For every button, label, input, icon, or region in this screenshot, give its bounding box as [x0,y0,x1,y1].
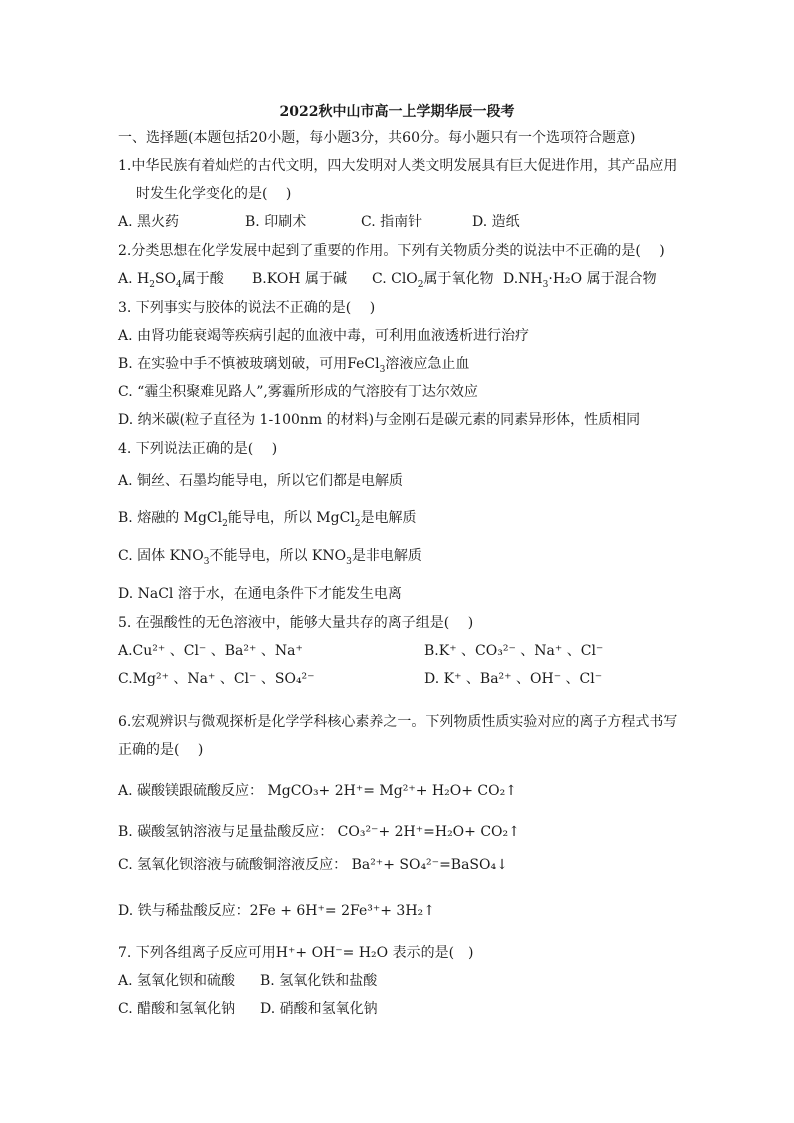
question-6-stem: 6.宏观辨识与微观探析是化学学科核心素养之一。下列物质性质实验对应的离子方程式书写 [118,714,678,730]
question-4-option-c: C. 固体 $KNO_3$不能导电，所以 $KNO_3$是非电解质 [118,548,422,567]
option-b: B.KOH 属于碱 [252,271,347,287]
option-c: C. 醋酸和氢氧化钠 [118,1001,236,1017]
question-6-option-b: B. 碳酸氢钠溶液与足量盐酸反应： CO₃²⁻+ 2H⁺=H₂O+ CO₂↑ [118,824,520,840]
question-6-option-d: D. 铁与稀盐酸反应：2Fe + 6H⁺= 2Fe³⁺+ 3H₂↑ [118,903,435,919]
question-3-stem: 3. 下列事实与胶体的说法不正确的是( ) [118,300,376,316]
option-b: B. 氢氧化铁和盐酸 [260,973,378,989]
question-3-option-c: C. “霾尘积聚难见路人”,雾霾所形成的气溶胶有丁达尔效应 [118,384,478,400]
question-6-option-c: C. 氢氧化钡溶液与硫酸铜溶液反应： Ba²⁺+ SO₄²⁻=BaSO₄↓ [118,857,508,873]
question-3-option-b: B. 在实验中手不慎被玻璃划破，可用FeCl$_3$溶液应急止血 [118,356,470,375]
section-heading: 一、选择题(本题包括20小题，每小题3分，共60分。每小题只有一个选项符合题意) [118,130,636,146]
option-d: D. 造纸 [472,214,520,230]
option-b: B.K⁺ 、CO₃²⁻ 、Na⁺ 、Cl⁻ [424,643,604,659]
option-d: D. K⁺ 、Ba²⁺ 、OH⁻ 、Cl⁻ [424,671,603,687]
question-4-option-b: B. 熔融的 MgCl$_2$能导电，所以 MgCl$_2$是电解质 [118,510,417,529]
option-a: A. 氢氧化钡和硫酸 [118,973,236,989]
question-2-stem: 2.分类思想在化学发展中起到了重要的作用。下列有关物质分类的说法中不正确的是( ) [118,243,665,259]
question-4-option-d: D. NaCl 溶于水，在通电条件下才能发生电离 [118,586,402,602]
question-5-stem: 5. 在强酸性的无色溶液中，能够大量共存的离子组是( ) [118,615,474,631]
question-4-stem: 4. 下列说法正确的是( ) [118,441,278,457]
question-6-option-a: A. 碳酸镁跟硫酸反应： MgCO₃+ 2H⁺= Mg²⁺+ H₂O+ CO₂↑ [118,783,517,799]
question-1-stem-cont: 时发生化学变化的是( ) [136,186,292,202]
question-1-stem: 1.中华民族有着灿烂的古代文明，四大发明对人类文明发展具有巨大促进作用，其产品应用 [118,158,678,174]
option-c: C. ClO$_2$属于氧化物 [372,271,494,290]
option-a: A. 黑火药 [118,214,180,230]
question-7-stem: 7. 下列各组离子反应可用H⁺+ OH⁻= H₂O 表示的是( ) [118,945,474,961]
question-4-option-a: A. 铜丝、石墨均能导电，所以它们都是电解质 [118,473,404,489]
option-d: $D.NH_3\cdot H_2O$ 属于混合物 [503,271,657,290]
page-title: 2022秋中山市高一上学期华辰一段考 [279,104,515,120]
option-b: B. 印刷术 [245,214,307,230]
question-3-option-a: A. 由肾功能衰竭等疾病引起的血液中毒，可利用血液透析进行治疗 [118,328,530,344]
option-c: C.Mg²⁺ 、Na⁺ 、Cl⁻ 、SO₄²⁻ [118,671,315,687]
option-a: A. $H_2SO_4$属于酸 [118,271,224,290]
option-c: C. 指南针 [361,214,423,230]
question-3-option-d: D. 纳米碳(粒子直径为 1-100nm 的材料)与金刚石是碳元素的同素异形体，性质相同 [118,412,641,428]
option-a: A.Cu²⁺ 、Cl⁻ 、Ba²⁺ 、Na⁺ [118,643,303,659]
question-6-stem-cont: 正确的是( ) [118,742,204,758]
option-d: D. 硝酸和氢氧化钠 [260,1001,378,1017]
